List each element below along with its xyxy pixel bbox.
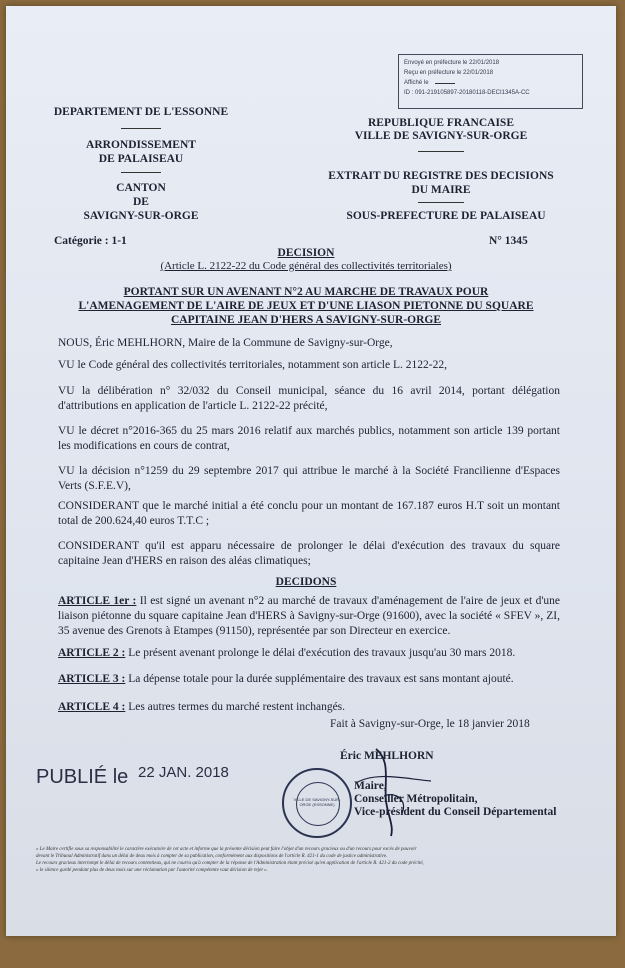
stamp-sent: Envoyé en préfecture le 22/01/2018 xyxy=(404,60,500,66)
article-4-text: Les autres termes du marché restent inchangés. xyxy=(125,701,346,713)
paragraph-code: VU le Code général des collectivités territoriales, notamment son article L. 2122-22, xyxy=(58,359,447,371)
article-2 xyxy=(58,646,560,661)
prefecture-stamp xyxy=(398,54,583,109)
mayor-role: Maire, xyxy=(354,780,387,792)
object-line-3: CAPITAINE JEAN D'HERS A SAVIGNY-SUR-ORGE xyxy=(170,314,442,326)
published-label: PUBLIÉ le xyxy=(36,766,129,788)
footnote-line-2: devant le Tribunal Administratif dans un délai de deux mois à compter de sa publication, conformément aux dispositions de l'article R. 421-1 du code de justice administrative. xyxy=(36,854,388,859)
handwritten-signature xyxy=(336,741,456,841)
article-1-label: ARTICLE 1er : xyxy=(58,595,137,607)
divider xyxy=(121,172,161,173)
place-date: Fait à Savigny-sur-Orge, le 18 janvier 2018 xyxy=(330,718,530,730)
department: DEPARTEMENT DE L'ESSONNE xyxy=(53,106,229,118)
object-line-1: PORTANT SUR UN AVENANT N°2 AU MARCHE DE TRAVAUX POUR xyxy=(123,286,489,298)
footnote-line-1: « Le Maire certifie sous sa responsabilité le caractère exécutoire de cet acte et informe que la présente décision peut faire l'objet d'un recours gracieux ou d'un recours pour excès de pouvoir xyxy=(36,847,417,852)
document-page xyxy=(6,6,616,936)
legal-footnote xyxy=(36,846,591,874)
article-3 xyxy=(58,672,560,687)
canton-de: DE xyxy=(133,196,149,208)
published-date: 22 JAN. 2018 xyxy=(138,764,229,781)
metropolitan-role: Conseiller Métropolitain, xyxy=(354,793,478,805)
arrondissement-label: ARRONDISSEMENT xyxy=(86,139,196,151)
paragraph-nous: NOUS, Éric MEHLHORN, Maire de la Commune de Savigny-sur-Orge, xyxy=(58,337,393,349)
divider xyxy=(418,151,464,152)
paragraph-decision: VU la décision n°1259 du 29 septembre 2017 qui attribue le marché à la Société Francilienne d'Espaces Verts (S.F.E.V), xyxy=(58,465,560,492)
decidons-heading: DECIDONS xyxy=(275,576,337,588)
subprefecture: SOUS-PREFECTURE DE PALAISEAU xyxy=(346,210,546,222)
stamp-id: ID : 091-219105897-20180118-DECI1345A-CC xyxy=(404,90,530,96)
city: VILLE DE SAVIGNY-SUR-ORGE xyxy=(354,130,528,142)
divider xyxy=(121,128,161,129)
article-1-text: Il est signé un avenant n°2 au marché de travaux d'aménagement de l'aire de jeux et d'une liaison piétonne du square capitaine Jean d'HERS à Savigny-sur-Orge (91600), avec la société « SFEV », ZI, 35 avenue des Grenots à Etampes (91150), représentée par son Directeur en exercice. xyxy=(58,595,560,637)
article-3-text: La dépense totale pour la durée supplémentaire des travaux est sans montant ajouté. xyxy=(125,673,514,685)
paragraph-considering-1: CONSIDERANT que le marché initial a été conclu pour un montant de 167.187 euros H.T soit un montant total de 200.624,40 euros T.T.C ; xyxy=(58,500,560,527)
paragraph-deliberation: VU la délibération n° 32/032 du Conseil municipal, séance du 16 avril 2014, portant délégation d'attributions en application de l'article L. 2122-22 précité, xyxy=(58,385,560,412)
decision-number: N° 1345 xyxy=(489,235,528,247)
article-2-label: ARTICLE 2 : xyxy=(58,647,126,659)
arrondissement-name: DE PALAISEAU xyxy=(98,153,184,165)
canton-label: CANTON xyxy=(116,182,166,194)
article-4-label: ARTICLE 4 : xyxy=(58,701,126,713)
registry-mayor: DU MAIRE xyxy=(411,184,471,196)
seal-text: VILLE DE SAVIGNY-SUR-ORGE (ESSONNE) xyxy=(293,797,341,807)
paragraph-considering-2: CONSIDERANT qu'il est apparu nécessaire de prolonger le délai d'exécution des travaux du square capitaine Jean d'HERS en raison des aléas climatiques; xyxy=(58,540,560,567)
footnote-line-3: Le recours gracieux interrompt le délai de recours contentieux, qui ne courra qu'à compter de la réponse de l'Administration étant précisé qu'en application de l'article R. 421-2 du code précité, xyxy=(36,861,424,866)
article-2-text: Le présent avenant prolonge le délai d'exécution des travaux jusqu'au 30 mars 2018. xyxy=(125,647,516,659)
footnote-line-4: « le silence gardé pendant plus de deux mois sur une réclamation par l'autorité compétente vaut décision de rejet ». xyxy=(36,868,268,873)
decision-subtitle: (Article L. 2122-22 du Code général des collectivités territoriales) xyxy=(160,260,452,272)
mayor-name: Éric MEHLHORN xyxy=(340,750,434,762)
article-1 xyxy=(58,594,560,639)
stamp-posted: Affiché le xyxy=(404,78,577,88)
canton-name: SAVIGNY-SUR-ORGE xyxy=(83,210,199,222)
republic: REPUBLIQUE FRANCAISE xyxy=(367,117,514,129)
paragraph-decree: VU le décret n°2016-365 du 25 mars 2016 relatif aux marchés publics, notamment son article 139 portant les modifications en cours de contrat, xyxy=(58,425,560,452)
department-role: Vice-président du Conseil Départemental xyxy=(354,806,557,818)
stamp-received: Reçu en préfecture le 22/01/2018 xyxy=(404,70,494,76)
decision-title: DECISION xyxy=(277,247,335,259)
registry-extract: EXTRAIT DU REGISTRE DES DECISIONS xyxy=(328,170,554,182)
divider xyxy=(418,202,464,203)
article-3-label: ARTICLE 3 : xyxy=(58,673,126,685)
article-4 xyxy=(58,700,560,715)
category: Catégorie : 1-1 xyxy=(54,235,127,247)
object-line-2: L'AMENAGEMENT DE L'AIRE DE JEUX ET D'UNE LIASON PIETONNE DU SQUARE xyxy=(78,300,534,312)
